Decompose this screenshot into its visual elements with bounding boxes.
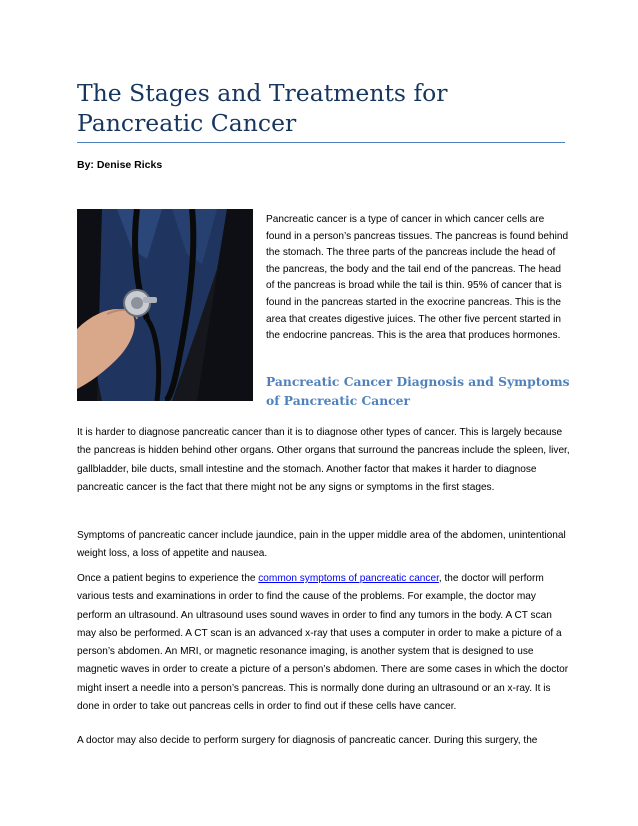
body-paragraph-3 — [77, 570, 571, 716]
title-divider — [77, 142, 565, 143]
paragraph-text: Once a patient begins to experience the — [77, 573, 259, 584]
body-paragraph-2: Symptoms of pancreatic cancer include jaundice, pain in the upper middle area of the abdomen, unintentional weight loss, a loss of appetite and nausea. — [77, 530, 566, 560]
intro-paragraph: Pancreatic cancer is a type of cancer in which cancer cells are found in a person’s pancreas tissues. The pancreas is found behind the stomach. The three parts of the pancreas include the head of the pancreas, the body and the tail end of the pancreas. The head of the pancreas is broad while the tail is thin. 95% of cancer that is found in the pancreas started in the exocrine pancreas. This is the area that creates digestive juices. The other five percent started in the endocrine pancreas. This is the area that produces hormones. — [266, 214, 569, 342]
body-paragraph-1: It is harder to diagnose pancreatic cancer than it is to diagnose other types of cancer. This is largely because the pancreas is hidden behind other organs. Other organs that surround the pancreas include the spleen, liver, gallbladder, bile ducts, small intestine and the stomach. Another factor that makes it harder to diagnose pancreatic cancer is the fact that there might not be any signs or symptoms in the first stages. — [77, 427, 570, 493]
stethoscope-icon — [77, 209, 253, 401]
article-byline: By: Denise Ricks — [77, 159, 163, 171]
body-paragraph-4: A doctor may also decide to perform surgery for diagnosis of pancreatic cancer. During this surgery, the — [77, 735, 538, 746]
article-title: The Stages and Treatments for Pancreatic Cancer — [77, 79, 448, 137]
paragraph-text: , the doctor will perform various tests and examinations in order to find the cause of the problems. For example, the doctor may perform an ultrasound. An ultrasound uses sound waves in order to find any tumors in the body. A CT scan may also be performed. A CT scan is an advanced x-ray that uses a computer in order to make a picture of a person’s abdomen. An MRI, or magnetic resonance imaging, is another system that is designed to use magnetic waves in order to create a picture of a person’s abdomen. There are some cases in which the doctor might insert a needle into a person’s pancreas. This is normally done during an ultrasound or an x-ray. It is done in order to take out pancreas cells in order to find out if these cells have cancer. — [77, 573, 569, 713]
stethoscope-photo — [77, 209, 253, 401]
section-heading: Pancreatic Cancer Diagnosis and Symptoms of Pancreatic Cancer — [266, 374, 570, 408]
symptoms-link[interactable]: common symptoms of pancreatic cancer — [258, 573, 439, 584]
